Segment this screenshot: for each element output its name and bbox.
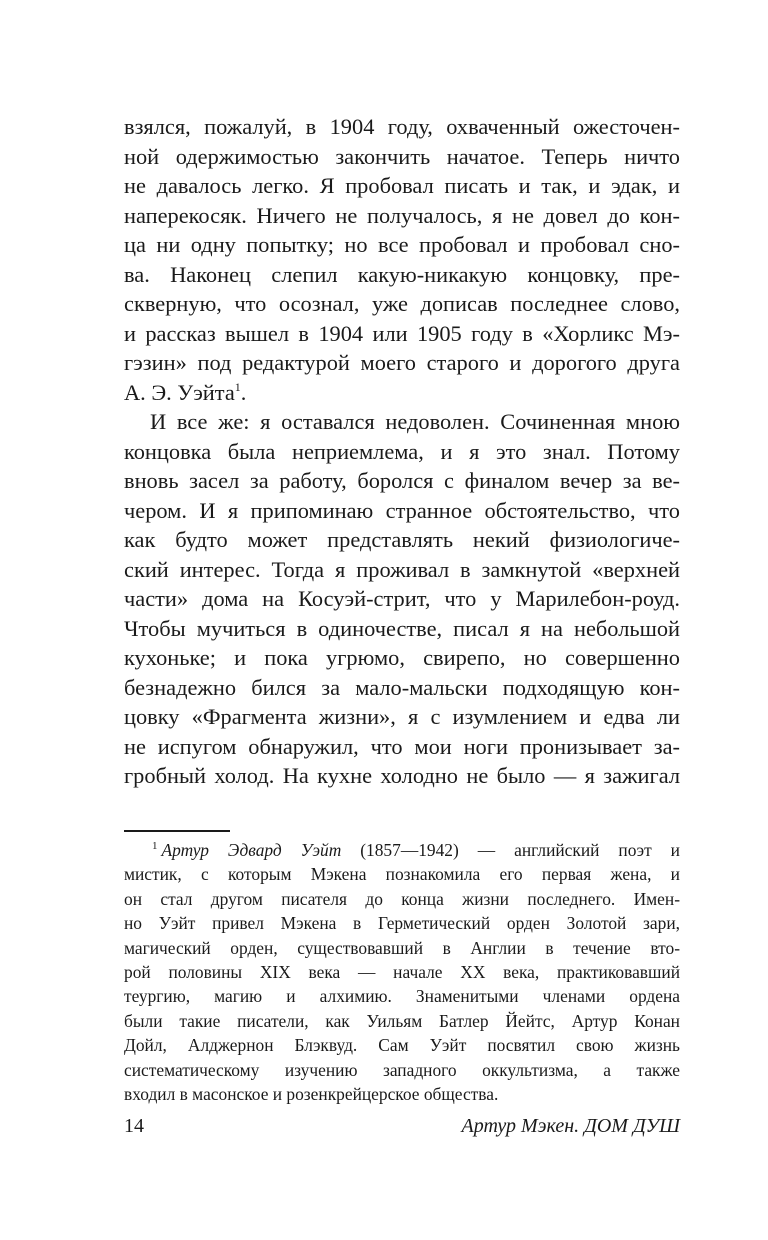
text-line: гэзин» под редактурой моего старого и дорогого друга [124,350,680,375]
text-line: ца ни одну попытку; но все пробовал и пробовал сно- [124,232,680,257]
footnote-name: Артур Эдвард Уэйт [161,840,342,860]
text-line: кухоньке; и пока угрюмо, свирепо, но совершенно [124,645,680,670]
footnote-line: входил в масонское и розенкрейцерское общества. [124,1083,499,1104]
text-line: И все же: я оставался недоволен. Сочиненная мною [150,409,680,434]
text-line: и рассказ вышел в 1904 или 1905 году в «Хорликс Мэ- [124,320,680,346]
text-line: ной одержимостью закончить начатое. Теперь ничто [124,143,680,169]
running-title: Артур Мэкен. ДОМ ДУШ [461,1115,680,1137]
footnote-text: (1857—1942) — английский поэт и [360,840,680,860]
footnote-line: рой половины XIX века — начале XX века, практиковавший [124,961,680,982]
text-line: безнадежно бился за мало-мальски подходящую кон- [124,674,680,700]
text-fragment: А. Э. Уэйта [124,379,235,405]
text-line: ва. Наконец слепил какую-никакую концовку, пре- [124,261,680,287]
text-line: гробный холод. На кухне холодно не было — я зажигал [124,763,680,788]
footnote-divider [124,830,230,832]
footnote-line: теургию, магию и алхимию. Знаменитыми членами ордена [124,986,680,1007]
text-line: части» дома на Косуэй-стрит, что у Марилебон-роуд. [124,586,680,611]
footnote [124,838,680,1106]
text-line: взялся, пожалуй, в 1904 году, охваченный ожесточен- [124,114,680,139]
text-line: не испугом обнаружил, что мои ноги пронизывает за- [124,733,680,759]
footnote-line: он стал другом писателя до конца жизни последнего. Имен- [124,888,680,909]
text-line: концовка была неприемлема, и я это знал. Потому [124,438,680,464]
text-line: как будто может представлять некий физиологиче- [124,527,680,552]
text-line: скверную, что осознал, уже дописав последнее слово, [124,291,680,316]
text-line: вновь засел за работу, боролся с финалом вечер за ве- [124,468,680,493]
footnote-mark: 1 [152,840,158,852]
text-line [124,378,680,408]
footnote-line: магический орден, существовавший в Англии в течение вто- [124,937,680,958]
text-line: не давалось легко. Я пробовал писать и так, и эдак, и [124,173,680,198]
text-line: Чтобы мучиться в одиночестве, писал я на небольшой [124,615,680,641]
footnote-line: Дойл, Алджернон Блэквуд. Сам Уэйт посвятил свою жизнь [124,1035,680,1056]
footnote-line: были такие писатели, как Уильям Батлер Йейтс, Артур Конан [124,1010,680,1031]
footnote-line: но Уэйт привел Мэкена в Герметический орден Золотой зари, [124,913,680,934]
page-number: 14 [124,1115,144,1137]
text-line: чером. И я припоминаю странное обстоятельство, что [124,497,680,523]
text-line: цовку «Фрагмента жизни», я с изумлением и едва ли [124,704,680,729]
footnote-line: мистик, с которым Мэкена познакомила его первая жена, и [124,864,680,885]
footnote-line: систематическому изучению западного оккультизма, а также [124,1059,680,1080]
footnote-line [124,838,680,862]
main-text [124,112,680,791]
text-line: ский интерес. Тогда я проживал в замкнутой «верхней [124,556,680,582]
footnote-reference[interactable]: 1 [234,379,241,394]
text-fragment: . [240,379,247,405]
text-line: наперекосяк. Ничего не получалось, я не довел до кон- [124,202,680,228]
